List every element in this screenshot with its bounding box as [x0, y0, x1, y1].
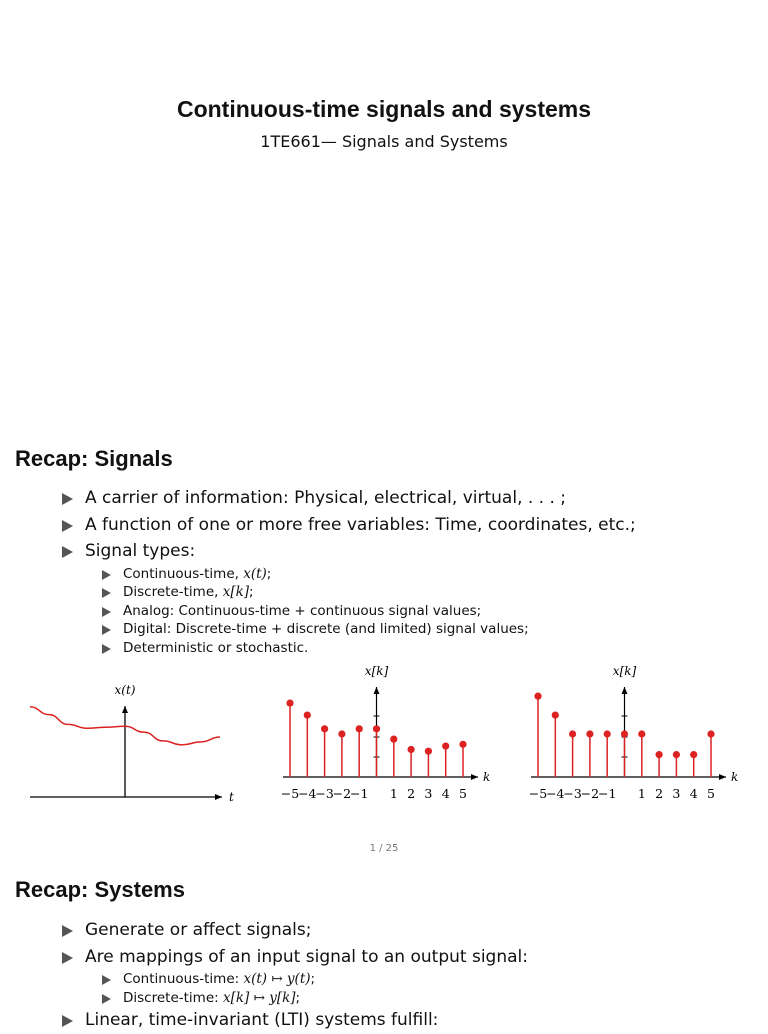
page-number: 1 / 25 — [369, 843, 399, 854]
y-axis-label: x[k] — [364, 664, 389, 678]
math-ct-mapping: x(t) ↦ y(t) — [243, 971, 311, 987]
k-tick-label: −2 — [332, 786, 352, 801]
sub-bullet-item: Analog: Continuous-time + continuous signal values; — [102, 602, 636, 621]
bullet-item — [62, 944, 528, 1008]
k-tick-label: 5 — [707, 786, 715, 801]
stem-point — [569, 730, 576, 737]
k-tick-label: 4 — [441, 786, 450, 801]
sub-bullet-item: Continuous-time: x(t) ↦ y(t); — [102, 970, 528, 989]
math-xk: x[k] — [222, 584, 250, 601]
stem-point — [690, 751, 697, 758]
sub-bullet-item: Discrete-time, x[k]; — [102, 583, 636, 602]
stem-point — [586, 730, 593, 737]
stem-point — [638, 730, 645, 737]
k-tick-label: −4 — [546, 786, 565, 801]
bullet-item: A carrier of information: Physical, electrical, virtual, . . . ; — [62, 485, 636, 512]
k-tick-label: 3 — [424, 786, 433, 801]
stem-point — [534, 693, 541, 700]
k-tick-label: −3 — [315, 786, 334, 801]
k-tick-label: 3 — [672, 786, 681, 801]
y-axis-label: x[k] — [612, 664, 637, 678]
sub-bullet-item: Digital: Discrete-time + discrete (and limited) signal values; — [102, 620, 636, 639]
y-axis-label: x(t) — [114, 683, 136, 697]
stem-point — [621, 730, 628, 737]
math-dt-mapping: x[k] ↦ y[k] — [222, 989, 296, 1006]
stem-point — [673, 751, 680, 758]
k-tick-label: −5 — [528, 786, 548, 801]
k-tick-label: 2 — [407, 786, 416, 801]
frame-title-signals: Recap: Signals — [15, 446, 173, 471]
k-tick-label: 1 — [637, 786, 646, 801]
k-tick-label: 1 — [389, 786, 398, 801]
sub-bullet-item: Deterministic or stochastic. — [102, 639, 636, 658]
bullet-item: A function of one or more free variables: Time, coordinates, etc.; — [62, 512, 636, 539]
stem-point — [552, 711, 559, 718]
stem-point — [656, 751, 663, 758]
k-tick-label: −5 — [280, 786, 300, 801]
bullet-item: Generate or affect signals; — [62, 917, 528, 944]
k-tick-label: −2 — [580, 786, 600, 801]
slide-subtitle: 1TE661— Signals and Systems — [260, 132, 508, 151]
bullet-item-cut: Linear, time-invariant (LTI) systems fulfill: — [62, 1007, 528, 1034]
math-xt: x(t) — [243, 565, 267, 582]
frame-title-systems: Recap: Systems — [15, 877, 185, 902]
y-axis-arrow — [622, 687, 628, 694]
slide-title: Continuous-time signals and systems — [176, 96, 592, 122]
mapping-list — [102, 970, 528, 1007]
k-axis-label: k — [731, 770, 739, 784]
k-tick-label: −1 — [597, 786, 617, 801]
stem-point — [707, 730, 714, 737]
sub-bullet-item: Discrete-time: x[k] ↦ y[k]; — [102, 989, 528, 1008]
stem-point — [604, 730, 611, 737]
k-tick-label: −4 — [298, 786, 317, 801]
bullet-text: Signal types: — [85, 541, 196, 561]
k-tick-label: 2 — [655, 786, 664, 801]
k-tick-label: −3 — [563, 786, 582, 801]
k-tick-label: 4 — [689, 786, 698, 801]
k-axis-arrow — [719, 774, 726, 780]
bullet-text: Are mappings of an input signal to an output signal: — [85, 946, 528, 967]
k-tick-label: 5 — [459, 786, 467, 801]
k-tick-label: −1 — [349, 786, 369, 801]
sub-bullet-item: Continuous-time, x(t); — [102, 565, 636, 584]
systems-bullet-list — [62, 917, 528, 1034]
x-axis-label: t — [229, 790, 234, 804]
k-axis-label: k — [483, 770, 491, 784]
